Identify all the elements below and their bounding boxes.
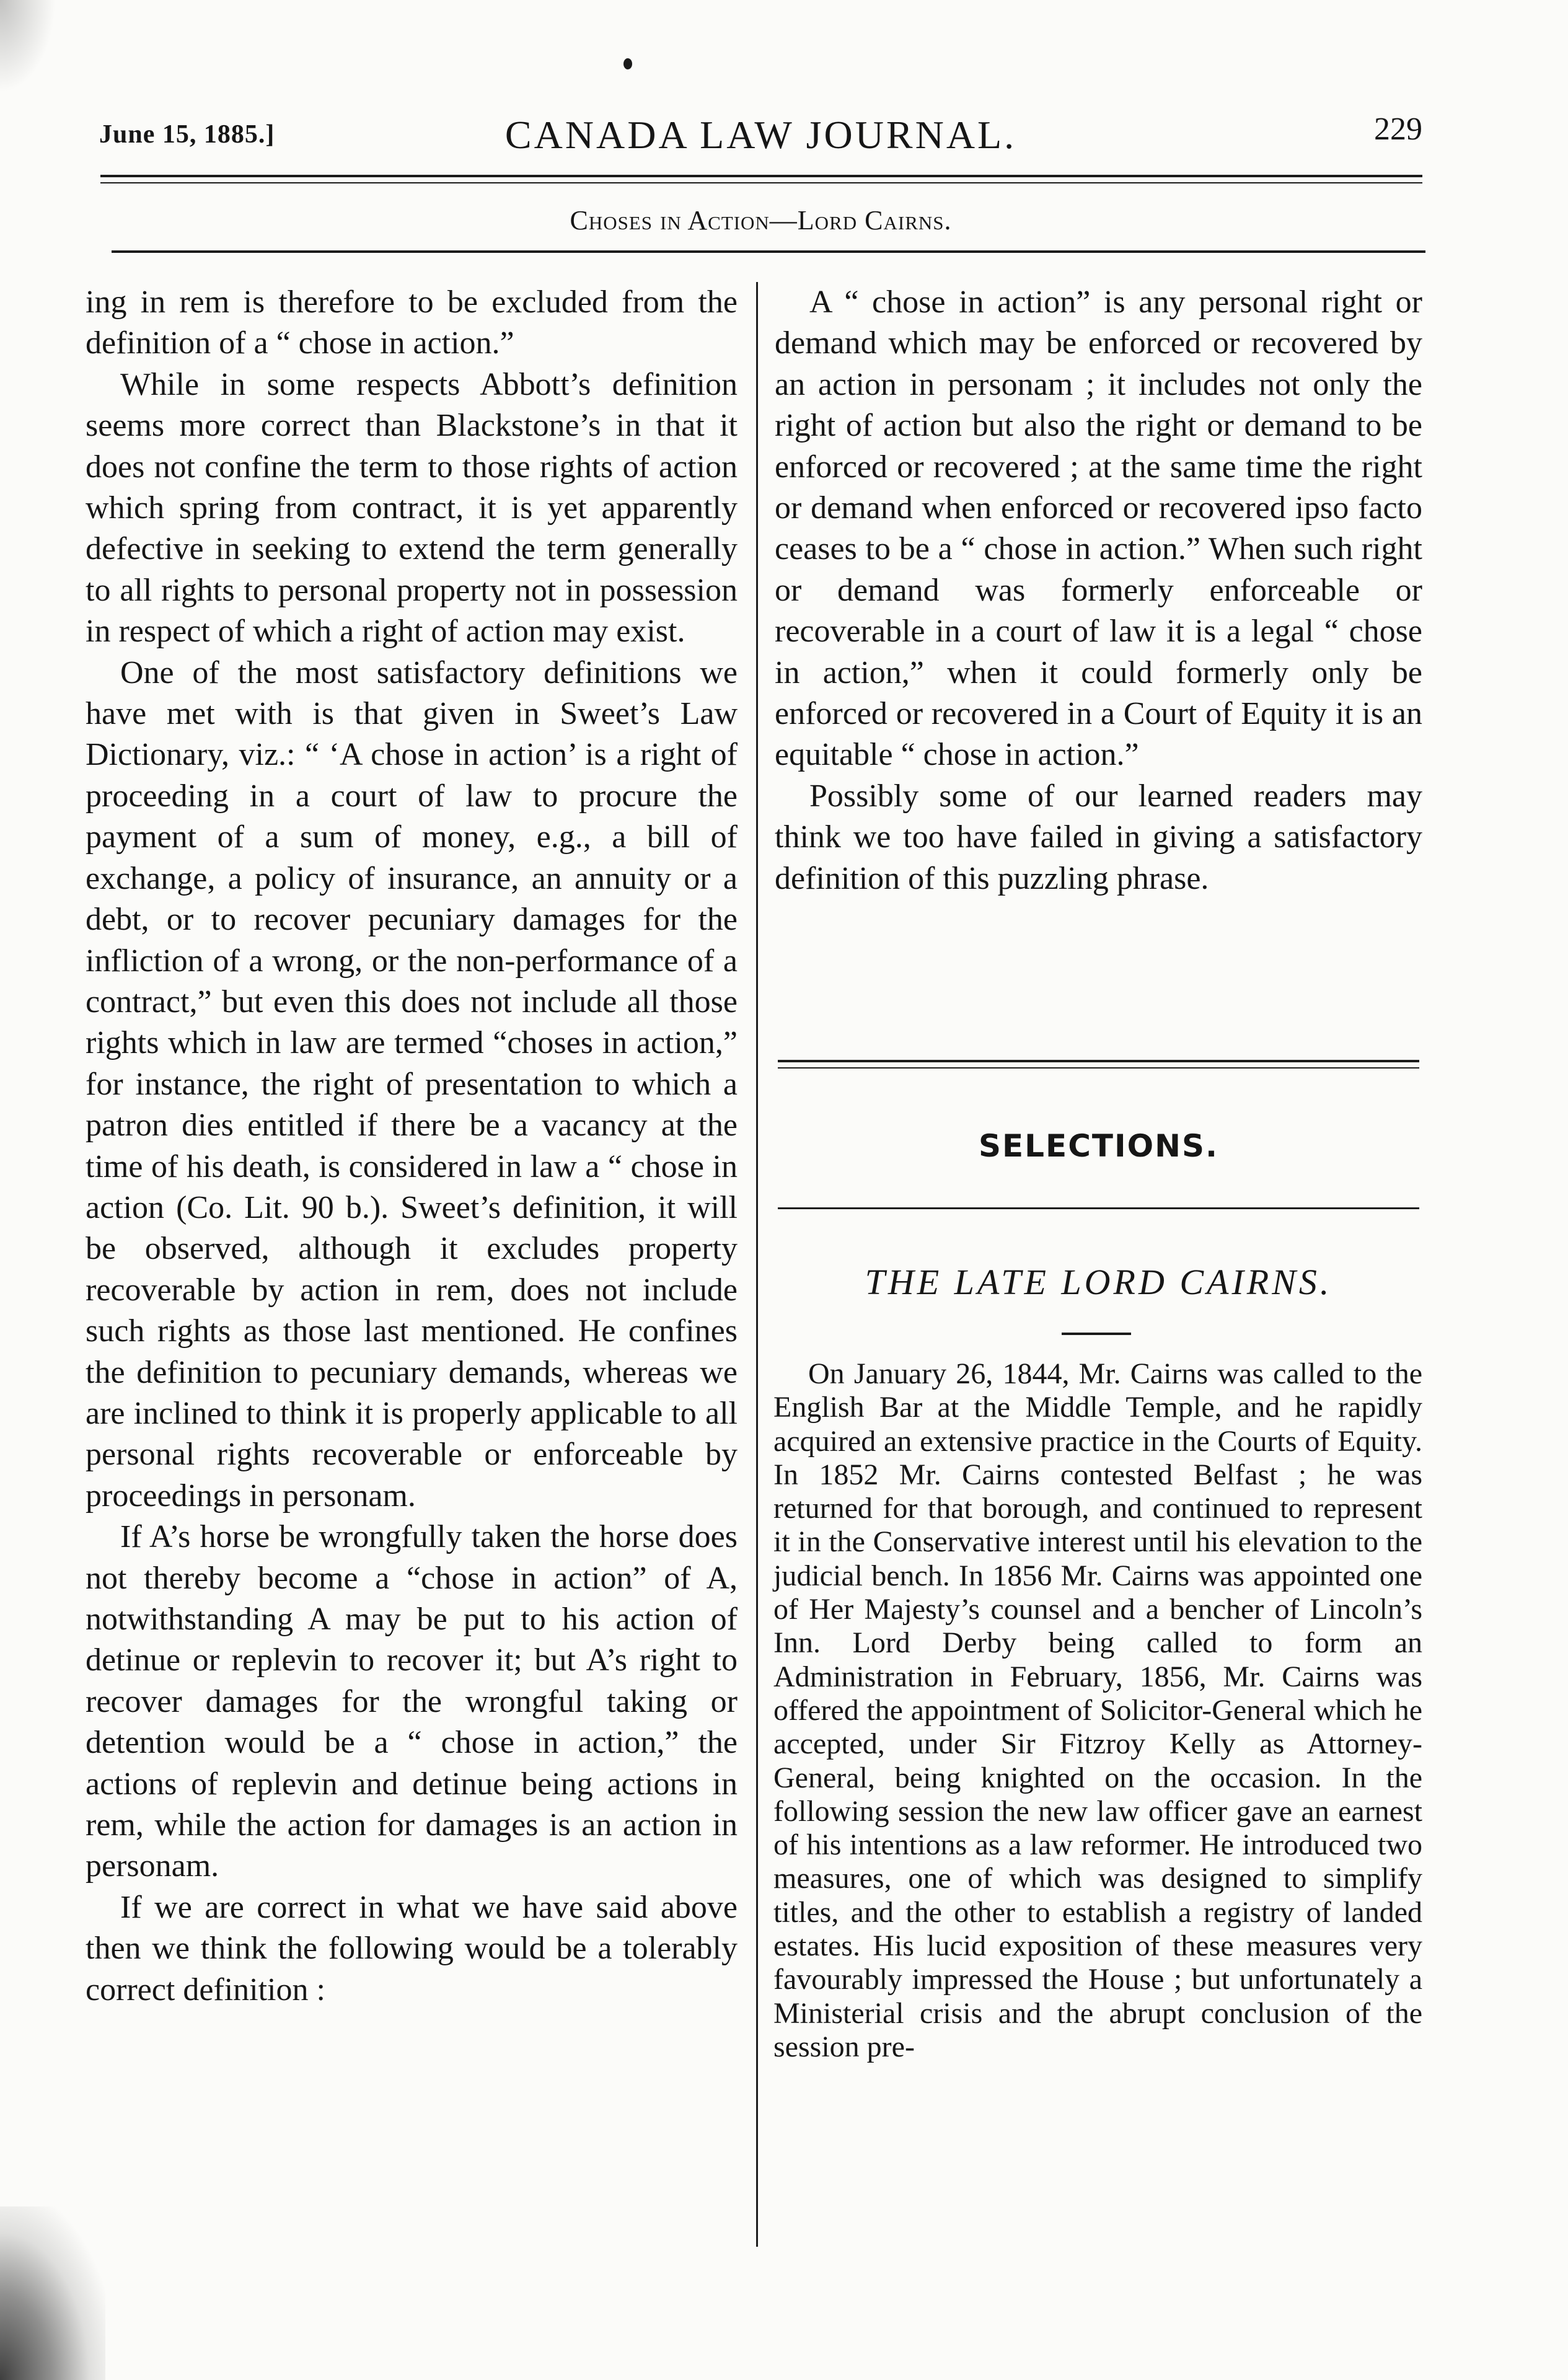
column-divider — [756, 282, 758, 2247]
page-corner-stain — [0, 2206, 105, 2380]
left-paragraph-1: ing in rem is therefore to be excluded from the definition of a “ chose in action.” — [86, 284, 738, 361]
running-head-rule — [112, 250, 1425, 253]
header-rule-thin — [100, 182, 1422, 183]
section-heading: SELECTIONS. — [979, 1128, 1218, 1164]
article-paragraph: On January 26, 1844, Mr. Cairns was called to the English Bar at the Middle Temple, and he rapidly acquired an extensive practice in the Courts of Equity. In 1852 Mr. Cairns contested Belfast ; he was returned for that borough, and continued to represent it in the Conservative interest until his elevation to the judicial bench. In 1856 Mr. Cairns was appointed one of Her Majesty’s counsel and a bencher of Lincoln’s Inn. Lord Derby being called to form an Administration in February, 1856, Mr. Cairns was offered the appointment of Solicitor-General which he accepted, under Sir Fitzroy Kelly as Attorney-General, being knighted on the occasion. In the following session the new law officer gave an earnest of his intentions as a law reformer. He introduced two measures, one of which was designed to simplify titles, and the other to establish a registry of landed estates. His lucid exposition of these measures very favourably impressed the House ; but unfortunately a Ministerial crisis and the abrupt conclusion of the session pre- — [773, 1357, 1422, 2063]
page-number: 229 — [1374, 112, 1422, 147]
right-paragraph-2: Possibly some of our learned readers may think we too have failed in giving a satisfactory definition of this puzzling phrase. — [775, 778, 1422, 896]
page-header — [99, 102, 1422, 164]
article-body — [773, 1357, 1422, 2064]
right-paragraph-1: A “ chose in action” is any personal right or demand which may be enforced or recovered by an action in personam ; it includes not only the right of action but also the right or demand to be enforced or recovered ; at the same time the right or demand when enforced or recovered ipso facto ceases to be a “ chose in action.” When such right or demand was formerly enforceable or recoverable in a court of law it is a legal “ chose in action,” when it could formerly only be enforced or recovered in a Court of Equity it is an equitable “ chose in action.” — [775, 284, 1422, 773]
title-dash — [1062, 1333, 1131, 1335]
section-rule-thick — [778, 1060, 1419, 1062]
left-column — [86, 282, 738, 2011]
left-paragraph-2: While in some respects Abbott’s definition seems more correct than Blackstone’s in that it does not confine the term to those rights of action which spring from contract, it is yet apparently defective in seeking to extend the term generally to all rights to personal property not in possession in respect of which a right of action may exist. — [86, 366, 738, 650]
running-head: Choses in Action—Lord Cairns. — [570, 205, 952, 236]
right-column — [775, 282, 1422, 899]
journal-title: CANADA LAW JOURNAL. — [504, 113, 1017, 157]
header-rule-thick — [100, 175, 1422, 177]
page-edge-stain — [0, 0, 56, 93]
article-title: THE LATE LORD CAIRNS. — [865, 1262, 1332, 1302]
left-paragraph-5: If we are correct in what we have said above then we think the following would be a tolerably correct definition : — [86, 1889, 738, 2008]
left-paragraph-4: If A’s horse be wrongfully taken the horse does not thereby become a “chose in action” of A, notwithstanding A may be put to his action of detinue or replevin to recover it; but A’s right to recover damages for the wrongful taking or detention would be a “ chose in action,” the actions of replevin and detinue being actions in rem, while the action for damages is an action in personam. — [86, 1519, 738, 1884]
issue-date: June 15, 1885.] — [99, 120, 275, 149]
section-heading-rule — [778, 1207, 1419, 1209]
left-paragraph-3: One of the most satisfactory definitions we have met with is that given in Sweet’s Law Dictionary, viz.: “ ‘A chose in action’ is a right of proceeding in a court of law to procure the payment of a sum of money, e.g., a bill of exchange, a policy of insurance, an annuity or a debt, or to recover pecuniary damages for the infliction of a wrong, or the non-performance of a contract,” but even this does not include all those rights which in law are termed “choses in action,” for instance, the right of presentation to which a patron dies entitled if there be a vacancy at the time of his death, is considered in law a “ chose in action (Co. Lit. 90 b.). Sweet’s definition, it will be observed, although it excludes property recoverable by action in rem, does not include such rights as those last mentioned. He confines the definition to pecuniary demands, whereas we are inclined to think it is properly applicable to all personal rights recoverable or enforceable by proceedings in personam. — [86, 654, 738, 1514]
section-rule-thin — [778, 1067, 1419, 1069]
ink-dot — [623, 58, 632, 69]
